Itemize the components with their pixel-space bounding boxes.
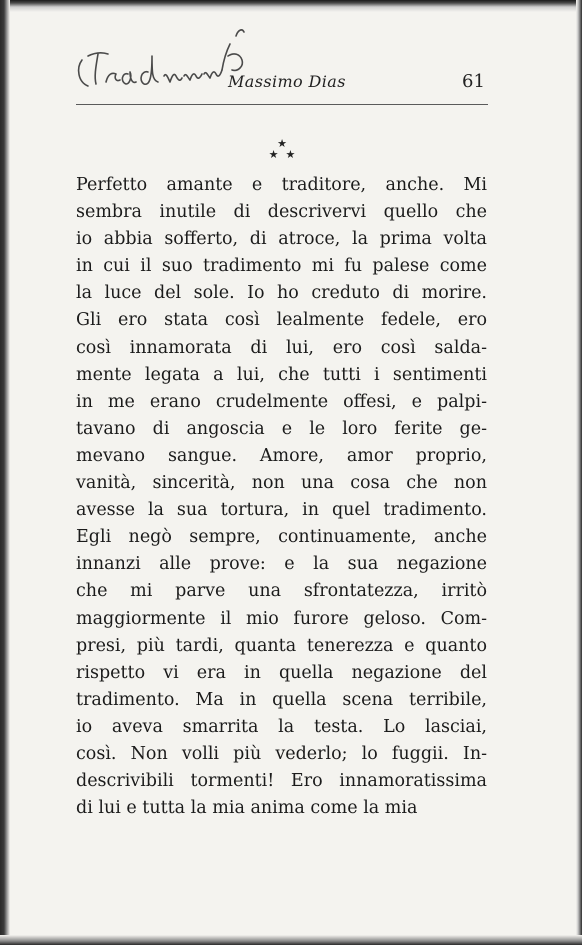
text-line: Egli negò sempre, continuamente, anche [76,527,487,548]
text-line: io aveva smarrita la testa. Lo lasciai, [76,716,487,737]
scan-edge-top [0,0,582,12]
text-line: presi, più tardi, quanta tenerezza e quanto [76,635,487,656]
text-line: maggiormente il mio furore geloso. Com- [76,608,487,629]
running-header [0,72,582,96]
text-line: rispetto vi era in quella negazione del [76,662,487,683]
text-line: in cui il suo tradimento mi fu palese come [76,256,487,277]
text-line: Gli ero stata così lealmente fedele, ero [76,310,487,331]
text-line: sembra inutile di descrivervi quello che [76,202,487,223]
text-line: così innamorata di lui, ero così salda- [76,337,487,358]
text-line: tavano di angoscia e le loro ferite ge- [76,418,487,439]
section-break-asterism: ★ ★ ★ [268,137,296,161]
header-rule [76,104,488,105]
text-line: così. Non volli più vederlo; lo fuggii. In- [76,743,487,764]
text-line: mevano sangue. Amore, amor proprio, [76,445,487,466]
page-number: 61 [462,71,485,92]
text-line: che mi parve una sfrontatezza, irritò [76,581,487,602]
text-line: Perfetto amante e traditore, anche. Mi [76,175,487,195]
text-line: mente legata a lui, che tutti i sentimenti [76,364,487,385]
text-line: io abbia sofferto, di atroce, la prima volta [76,229,487,250]
text-line: descrivibili tormenti! Ero innamoratissima [76,771,487,792]
body-text [76,172,487,822]
text-line: di lui e tutta la mia anima come la mia [76,798,418,819]
text-line: la luce del sole. Io ho creduto di morire. [76,283,487,304]
text-line: innanzi alle prove: e la sua negazione [76,554,487,575]
header-title: Massimo Dias [228,72,346,91]
scan-edge-bottom [0,935,582,945]
text-line: tradimento. Ma in quella scena terribile, [76,689,487,710]
text-line: avesse la sua tortura, in quel tradimento. [76,500,487,521]
scan-edge-left [0,0,10,945]
scan-edge-right [576,0,582,945]
text-line: in me erano crudelmente offesi, e palpi- [76,391,487,412]
text-line: vanità, sincerità, non una cosa che non [76,473,487,494]
